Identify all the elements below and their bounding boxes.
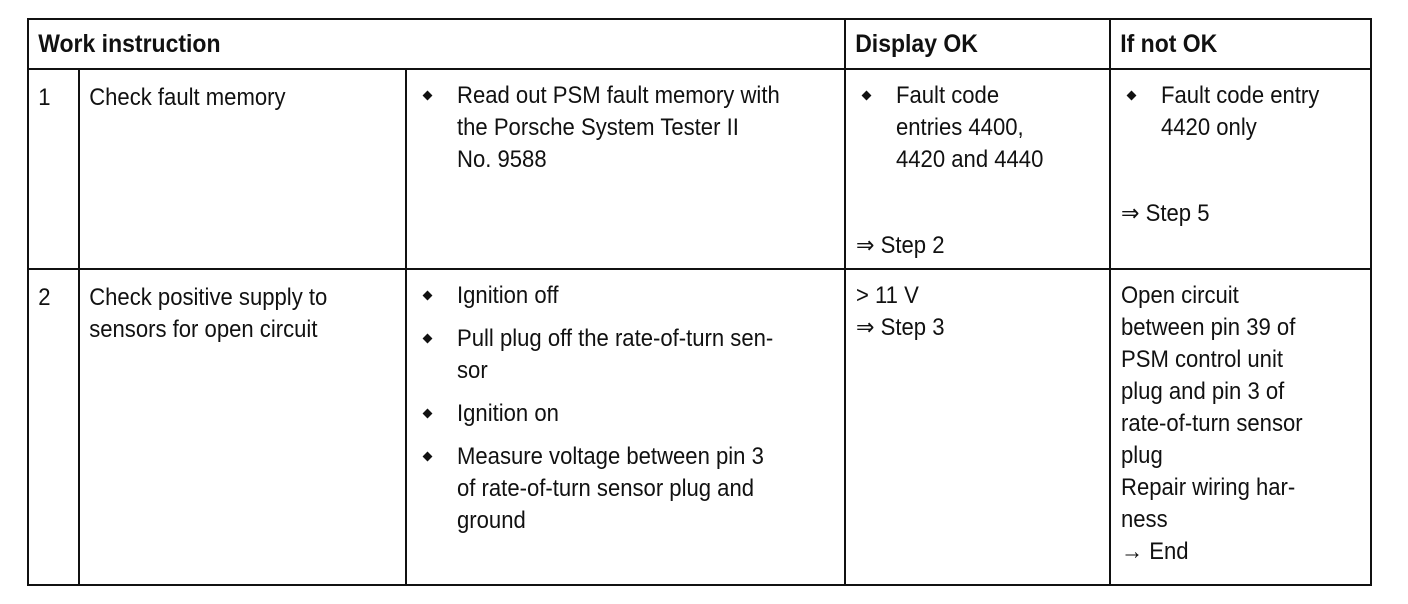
instruction-line: No. 9588: [457, 146, 547, 173]
display-ok-line: entries 4400,: [896, 114, 1024, 141]
header-if-not-ok: [1110, 19, 1371, 69]
instruction-line: Measure voltage between pin 3: [457, 443, 764, 470]
task-line: Check positive supply to: [89, 284, 328, 311]
header-display-ok-label: Display OK: [855, 30, 978, 58]
if-not-ok-line: 4420 only: [1161, 114, 1257, 141]
task-line: sensors for open circuit: [89, 316, 318, 343]
step-number: 2: [38, 284, 51, 311]
if-not-ok-line: rate-of-turn sensor: [1121, 410, 1303, 437]
diamond-bullet-icon: [423, 409, 433, 419]
instruction-line: Ignition off: [457, 282, 559, 309]
if-not-ok-line: Fault code entry: [1161, 82, 1320, 109]
if-not-ok-line: Repair wiring har-: [1121, 474, 1296, 501]
display-ok-next-step: ⇒ Step 3: [856, 314, 945, 341]
if-not-ok-line: ness: [1121, 506, 1168, 533]
display-ok-line: Fault code: [896, 82, 1000, 109]
instruction-item: [407, 80, 844, 176]
diamond-bullet-icon: [423, 334, 433, 344]
display-ok-next-step: ⇒ Step 2: [856, 232, 945, 259]
instruction-line: Ignition on: [457, 400, 559, 427]
step-number-cell: [28, 269, 79, 585]
diamond-bullet-icon: [423, 291, 433, 301]
diamond-bullet-icon: [862, 91, 872, 101]
if-not-ok-item: [1111, 70, 1370, 144]
instruction-list: [407, 70, 844, 176]
if-not-ok-line: plug and pin 3 of: [1121, 378, 1285, 405]
instruction-line: sor: [457, 357, 488, 384]
table-row: [28, 269, 1371, 585]
display-ok-line: > 11 V: [856, 282, 919, 309]
instruction-item: [407, 398, 844, 430]
instruction-item: [407, 280, 844, 312]
if-not-ok-line: PSM control unit: [1121, 346, 1284, 373]
if-not-ok-block: [1111, 270, 1370, 568]
if-not-ok-cell: [1110, 269, 1371, 585]
instruction-line: Pull plug off the rate-of-turn sen-: [457, 325, 774, 352]
step-number: 1: [38, 84, 51, 111]
if-not-ok-next-step: → End: [1121, 538, 1189, 565]
diamond-bullet-icon: [1127, 91, 1137, 101]
display-ok-block: [846, 270, 1109, 344]
table-row: [28, 69, 1371, 269]
instruction-line: Read out PSM fault memory with: [457, 82, 780, 109]
header-display-ok: [845, 19, 1110, 69]
header-if-not-ok-label: If not OK: [1120, 30, 1218, 58]
task-cell: [79, 69, 406, 269]
step-number-cell: [28, 69, 79, 269]
if-not-ok-line: between pin 39 of: [1121, 314, 1296, 341]
if-not-ok-next-step: ⇒ Step 5: [1121, 200, 1210, 227]
task-line: Check fault memory: [89, 84, 286, 111]
instruction-line: of rate-of-turn sensor plug and: [457, 475, 755, 502]
if-not-ok-line: Open circuit: [1121, 282, 1239, 309]
instruction-line: ground: [457, 507, 526, 534]
display-ok-cell: [845, 69, 1110, 269]
display-ok-line: 4420 and 4440: [896, 146, 1044, 173]
instruction-cell: [406, 69, 845, 269]
header-work-instruction: [28, 19, 845, 69]
diamond-bullet-icon: [423, 452, 433, 462]
diamond-bullet-icon: [423, 91, 433, 101]
task-cell: [79, 269, 406, 585]
if-not-ok-line: plug: [1121, 442, 1163, 469]
display-ok-item: [846, 70, 1109, 176]
instruction-line: the Porsche System Tester II: [457, 114, 739, 141]
if-not-ok-cell: [1110, 69, 1371, 269]
instruction-item: [407, 323, 844, 387]
display-ok-cell: [845, 269, 1110, 585]
header-row: [28, 19, 1371, 69]
instruction-item: [407, 441, 844, 537]
work-instruction-table: [27, 18, 1372, 586]
header-work-instruction-label: Work instruction: [38, 30, 221, 58]
instruction-list: [407, 270, 844, 537]
instruction-cell: [406, 269, 845, 585]
